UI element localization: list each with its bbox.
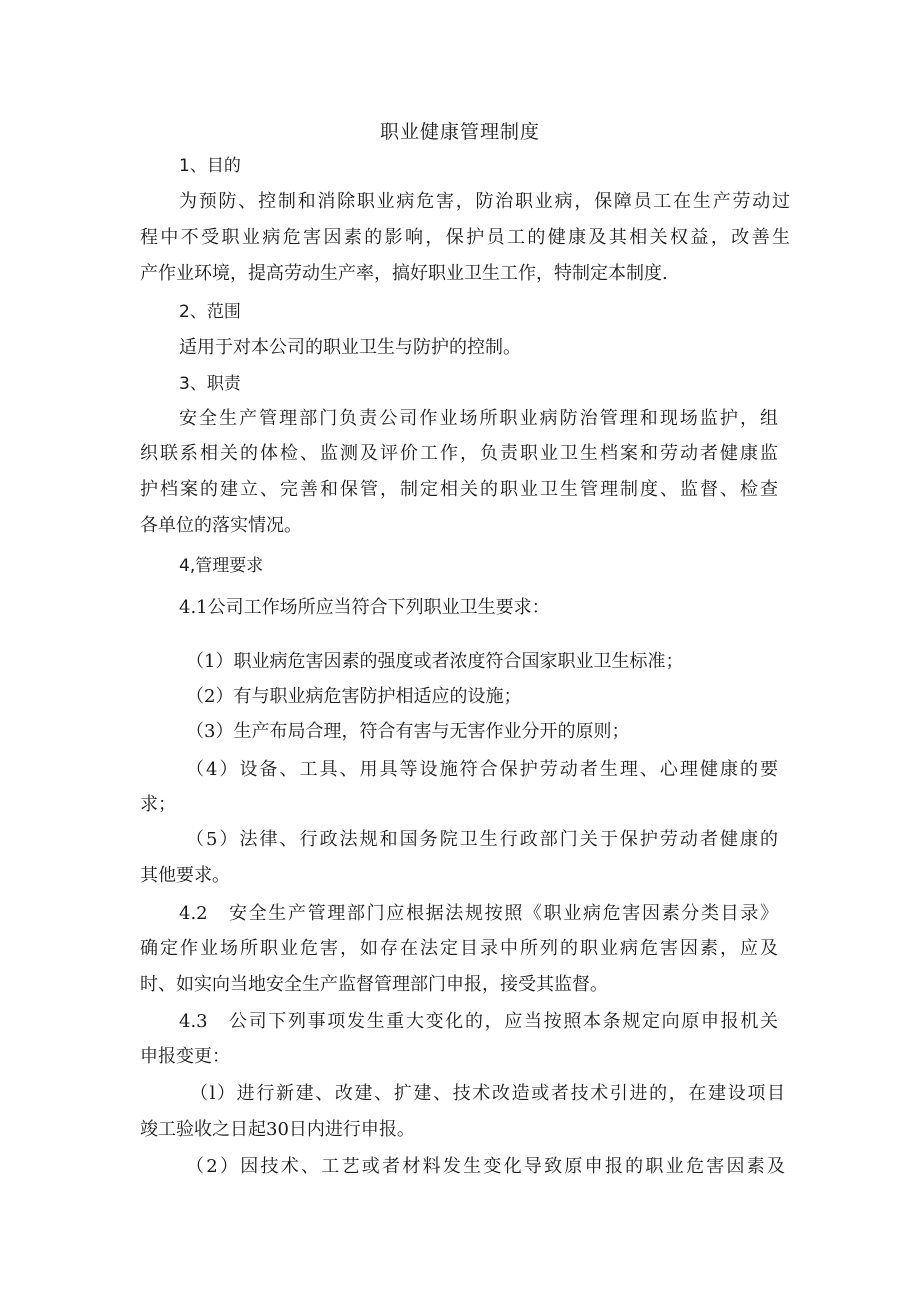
page-title: 职业健康管理制度 (379, 121, 540, 143)
list-item: （5）法律、行政法规和国务院卫生行政部门关于保护劳动者健康的 (186, 829, 778, 850)
paragraph-line: 产作业环境，提高劳动生产率，搞好职业卫生工作，特制定本制度. (140, 263, 668, 284)
paragraph-line: 护档案的建立、完善和保管，制定相关的职业卫生管理制度、监督、检查 (140, 479, 778, 500)
list-item: （4）设备、工具、用具等设施符合保护劳动者生理、心理健康的要 (186, 759, 778, 780)
list-item-continuation: 求； (140, 794, 176, 815)
paragraph-line: 织联系相关的体检、监测及评价工作，负责职业卫生档案和劳动者健康监 (140, 443, 778, 464)
section-heading-duties: 3、职责 (179, 374, 241, 394)
paragraph-line: 4.3 公司下列事项发生重大变化的，应当按照本条规定向原申报机关 (179, 1011, 778, 1032)
list-item: （l）进行新建、改建、扩建、技术改造或者技术引进的，在建设项目 (190, 1083, 785, 1104)
section-heading-scope: 2、范围 (179, 302, 241, 322)
list-item: （3）生产布局合理，符合有害与无害作业分开的原则； (186, 721, 630, 742)
list-item: （2）因技术、工艺或者材料发生变化导致原申报的职业危害因素及 (186, 1156, 785, 1177)
paragraph-line: 程中不受职业病危害因素的影响，保护员工的健康及其相关权益，改善生 (140, 227, 790, 248)
section-heading-purpose: 1、目的 (179, 156, 241, 176)
paragraph-line: 安全生产管理部门负责公司作业场所职业病防治管理和现场监护，组 (179, 408, 778, 429)
section-heading-requirements: 4,管理要求 (179, 556, 264, 576)
list-item-continuation: 其他要求。 (140, 865, 230, 886)
list-item-continuation: 竣工验收之日起30日内进行申报。 (140, 1119, 415, 1140)
paragraph-line: 4.1公司工作场所应当符合下列职业卫生要求： (179, 597, 550, 618)
paragraph-line: 申报变更： (140, 1046, 230, 1067)
paragraph-line: 适用于对本公司的职业卫生与防护的控制。 (179, 337, 521, 358)
paragraph-line: 时、如实向当地安全生产监督管理部门申报，接受其监督。 (140, 974, 608, 995)
paragraph-line: 确定作业场所职业危害，如存在法定目录中所列的职业病危害因素，应及 (140, 938, 778, 959)
paragraph-line: 为预防、控制和消除职业病危害，防治职业病，保障员工在生产劳动过 (179, 191, 790, 212)
paragraph-line: 4.2 安全生产管理部门应根据法规按照《职业病危害因素分类目录》 (179, 903, 778, 924)
list-item: （1）职业病危害因素的强度或者浓度符合国家职业卫生标准； (186, 651, 684, 672)
list-item: （2）有与职业病危害防护相适应的设施； (186, 686, 522, 707)
paragraph-line: 各单位的落实情况。 (140, 515, 302, 536)
